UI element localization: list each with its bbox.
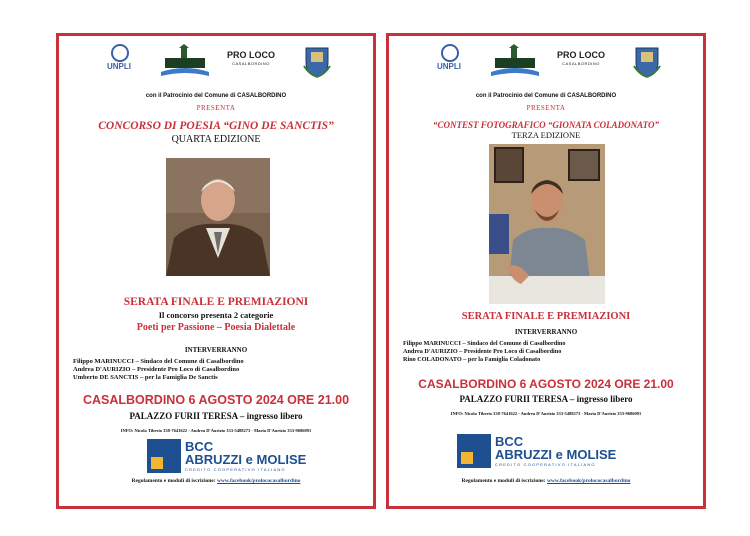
patrocinio-line: con il Patrocinio del Comune di CASALBORDINO [145,93,287,99]
interverranno-label: INTERVERRANNO [184,346,248,354]
casalbordino-town-logo [159,44,211,80]
speaker-line: Andrea D'AURIZIO – Presidente Pro Loco di Casalbordino [73,366,240,373]
speaker-line: Filippo MARINUCCI – Sindaco del Comune di Casalbordino [403,340,566,347]
regolamento-line: Regolamento e moduli di iscrizione: www.facebook/prolococasalbordino [461,478,631,484]
sponsor-logos [389,44,703,84]
comune-crest-logo [303,44,331,78]
interverranno-label: INTERVERRANNO [514,328,578,336]
poster-poetry-contest [56,33,376,509]
speaker-line: Umberto DE SANCTIS – per la Famiglia De Sanctis [73,374,218,381]
portrait-photo-gino-de-sanctis [166,158,270,276]
sponsor-logos [59,44,373,84]
bcc-sponsor-logo: BCC ABRUZZI e MOLISE CREDITO COOPERATIVO ITALIANO [457,434,647,470]
poster-photo-contest [386,33,706,509]
comune-crest-logo [633,44,661,78]
regolamento-line: Regolamento e moduli di iscrizione: www.facebook/prolococasalbordino [131,478,301,484]
serata-heading: SERATA FINALE E PREMIAZIONI [123,296,309,308]
unpli-proloco-logo: UNPLI [99,44,139,80]
speakers-list [403,340,693,364]
casalbordino-town-logo [489,44,541,80]
info-contacts: INFO: Nicola Tiberio 338-7641622 - Andrea D'Aurizio 333-5488273 - Maria D'Aurizio 333-9686091 [450,411,642,416]
presenta-label: PRESENTA [196,104,236,112]
venue-line: PALAZZO FURII TERESA – ingresso libero [129,411,303,421]
event-date: CASALBORDINO 6 AGOSTO 2024 ORE 21.00 [418,377,674,391]
speaker-line: Rino COLADONATO – per la Famiglia Coladonato [403,356,541,363]
categories-intro: Il concorso presenta 2 categorie [158,310,274,320]
speaker-line: Filippo MARINUCCI – Sindaco del Comune di Casalbordino [73,358,244,365]
unpli-proloco-logo: UNPLI [429,44,469,80]
contest-title: CONCORSO DI POESIA “GINO DE SANCTIS” [98,120,334,132]
bcc-sponsor-logo: BCC ABRUZZI e MOLISE CREDITO COOPERATIVO ITALIANO [147,439,307,475]
edition-label: QUARTA EDIZIONE [171,134,261,145]
event-date: CASALBORDINO 6 AGOSTO 2024 ORE 21.00 [82,393,350,407]
edition-label: TERZA EDIZIONE [511,130,581,140]
proloco-logo: PRO LOCO CASALBORDINO [227,50,276,66]
facebook-link[interactable]: www.facebook/prolococasalbordino [546,478,631,484]
contest-title: “CONTEST FOTOGRAFICO “GIONATA COLADONATO” [433,120,659,130]
facebook-link[interactable]: www.facebook/prolococasalbordino [216,478,301,484]
portrait-photo-gionata-coladonato [489,144,605,304]
speakers-list [73,358,363,382]
presenta-label: PRESENTA [526,104,566,112]
serata-heading: SERATA FINALE E PREMIAZIONI [461,311,631,322]
info-contacts: INFO: Nicola Tiberio 338-7641622 - Andrea D'Aurizio 333-5488273 - Maria D'Aurizio 333-9686091 [120,428,312,433]
proloco-logo: PRO LOCO CASALBORDINO [557,50,606,66]
categories-list: Poeti per Passione – Poesia Dialettale [136,322,296,333]
speaker-line: Andrea D'AURIZIO – Presidente Pro Loco di Casalbordino [403,348,562,355]
patrocinio-line: con il Patrocinio del Comune di CASALBORDINO [475,93,617,99]
venue-line: PALAZZO FURII TERESA – ingresso libero [459,394,633,404]
